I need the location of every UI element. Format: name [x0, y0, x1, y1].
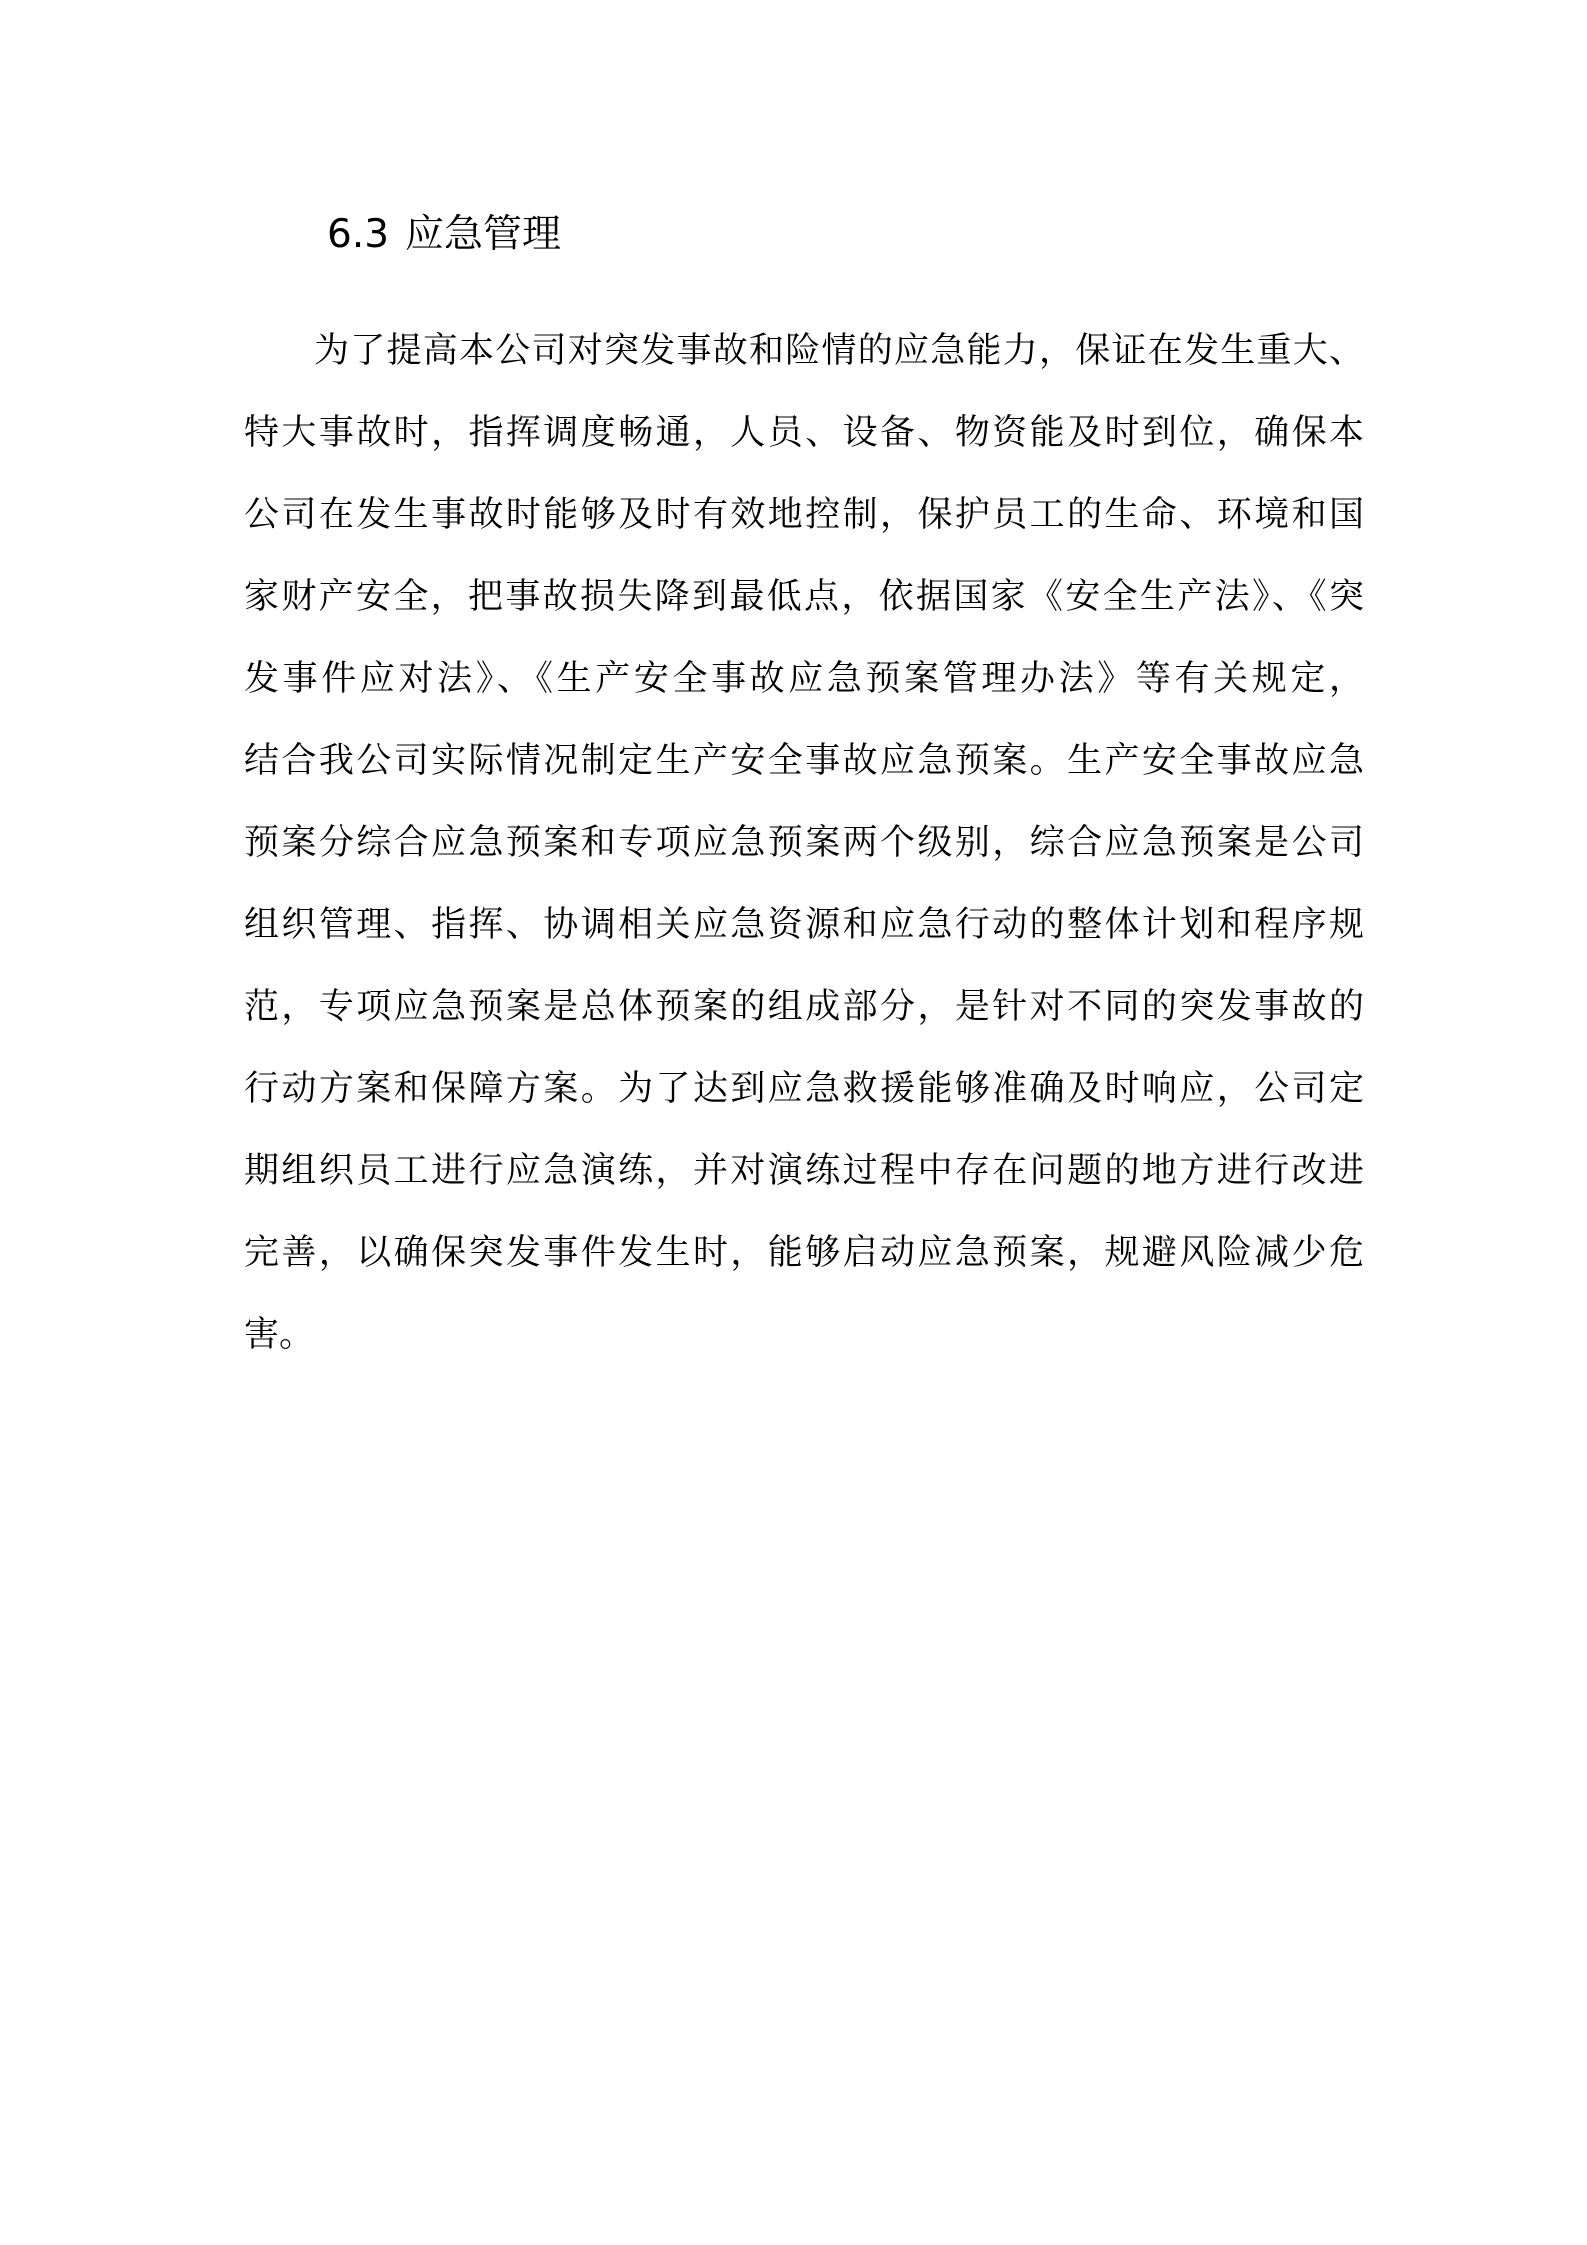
- paragraph-line: 特大事故时，指挥调度畅通，人员、设备、物资能及时到位，确保本: [244, 413, 1364, 453]
- section-title: 应急管理: [405, 212, 562, 257]
- paragraph-line: 组织管理、指挥、协调相关应急资源和应急行动的整体计划和程序规: [244, 905, 1364, 945]
- paragraph-line: 发事件应对法》、《生产安全事故应急预案管理办法》等有关规定，: [244, 659, 1364, 699]
- paragraph-line: 公司在发生事故时能够及时有效地控制，保护员工的生命、环境和国: [244, 495, 1364, 535]
- paragraph-line: 期组织员工进行应急演练，并对演练过程中存在问题的地方进行改进: [244, 1151, 1364, 1191]
- paragraph-line: 预案分综合应急预案和专项应急预案两个级别，综合应急预案是公司: [244, 823, 1364, 863]
- paragraph-line: 结合我公司实际情况制定生产安全事故应急预案。生产安全事故应急: [244, 741, 1364, 781]
- paragraph-line: 范，专项应急预案是总体预案的组成部分，是针对不同的突发事故的: [244, 987, 1364, 1027]
- paragraph-line: 家财产安全，把事故损失降到最低点，依据国家《安全生产法》、《突: [244, 577, 1364, 617]
- section-number: 6.3: [327, 212, 390, 257]
- paragraph-line: 行动方案和保障方案。为了达到应急救援能够准确及时响应，公司定: [244, 1069, 1364, 1109]
- section-heading: [327, 205, 561, 265]
- paragraph-line: 害。: [244, 1315, 315, 1355]
- paragraph-line: 完善，以确保突发事件发生时，能够启动应急预案，规避风险减少危: [244, 1233, 1364, 1273]
- paragraph-line: 为了提高本公司对突发事故和险情的应急能力，保证在发生重大、: [314, 331, 1364, 371]
- body-paragraph: [244, 310, 1364, 1376]
